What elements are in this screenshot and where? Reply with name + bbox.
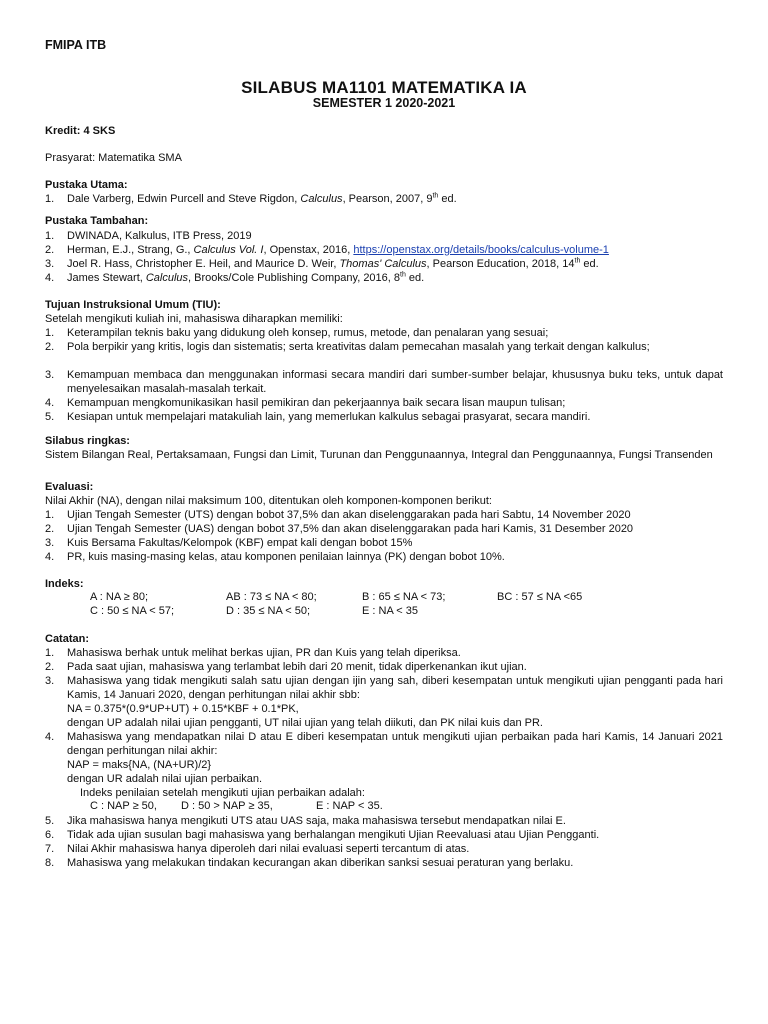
list-number: 4.	[45, 272, 55, 284]
semester-subtitle: SEMESTER 1 2020-2021	[312, 96, 456, 110]
list-number: 1.	[45, 509, 55, 521]
list-number: 3.	[45, 537, 55, 549]
grade-index: B : 65 ≤ NA < 73;	[362, 591, 446, 603]
reference-item: Dale Varberg, Edwin Purcell and Steve Rigdon, Calculus, Pearson, 2007, 9th ed.	[67, 192, 457, 205]
list-number: 3.	[45, 258, 55, 270]
list-number: 4.	[45, 731, 55, 743]
grade-index: D : 35 ≤ NA < 50;	[226, 605, 310, 617]
org-name: FMIPA ITB	[45, 38, 107, 52]
evaluasi-item: Kuis Bersama Fakultas/Kelompok (KBF) empat kali dengan bobot 15%	[67, 537, 413, 549]
pustaka-tambahan-heading: Pustaka Tambahan:	[45, 215, 149, 227]
catatan-item: Mahasiswa yang melakukan tindakan kecurangan akan diberikan sanksi sesuai peraturan yang berlaku.	[67, 857, 574, 869]
nap-index-intro: Indeks penilaian setelah mengikuti ujian perbaikan adalah:	[80, 787, 365, 799]
list-number: 2.	[45, 661, 55, 673]
evaluasi-item: PR, kuis masing-masing kelas, atau komponen penilaian lainnya (PK) dengan bobot 10%.	[67, 551, 505, 563]
evaluasi-intro: Nilai Akhir (NA), dengan nilai maksimum 100, ditentukan oleh komponen-komponen berikut:	[45, 495, 492, 507]
list-number: 4.	[45, 397, 55, 409]
catatan-item: Tidak ada ujian susulan bagi mahasiswa yang berhalangan mengikuti Ujian Reevaluasi atau Ujian Pengganti.	[67, 829, 600, 841]
indeks-heading: Indeks:	[45, 578, 84, 590]
catatan-item: Mahasiswa yang mendapatkan nilai D atau E diberi kesempatan untuk mengikuti ujian perbaikan pada hari Kamis, 14 Januari 2021 dengan perhitungan nilai akhir:	[67, 731, 723, 757]
list-number: 7.	[45, 843, 55, 855]
grade-index: BC : 57 ≤ NA <65	[497, 591, 583, 603]
list-number: 2.	[45, 523, 55, 535]
formula-nap: NAP = maks{NA, (NA+UR)/2}	[67, 759, 212, 771]
list-number: 8.	[45, 857, 55, 869]
catatan-item: Jika mahasiswa hanya mengikuti UTS atau UAS saja, maka mahasiswa tersebut mendapatkan nilai E.	[67, 815, 566, 827]
list-number: 2.	[45, 244, 55, 256]
list-number: 5.	[45, 815, 55, 827]
silabus-ringkas-heading: Silabus ringkas:	[45, 435, 130, 447]
formula-nap-description: dengan UR adalah nilai ujian perbaikan.	[67, 773, 263, 785]
tiu-intro: Setelah mengikuti kuliah ini, mahasiswa diharapkan memiliki:	[45, 313, 343, 325]
nap-grade-index: D : 50 > NAP ≥ 35,	[181, 800, 273, 812]
tiu-item: Kemampuan membaca dan menggunakan informasi secara mandiri dari sumber-sumber belajar, khususnya buku teks, untuk dapat menyelesaikan masalah-masalah terkait.	[67, 369, 723, 395]
grade-index: A : NA ≥ 80;	[90, 591, 149, 603]
list-number: 6.	[45, 829, 55, 841]
tiu-item: Kemampuan mengkomunikasikan hasil pemikiran dan pekerjaannya baik secara lisan maupun tulisan;	[67, 397, 566, 409]
silabus-ringkas-text: Sistem Bilangan Real, Pertaksamaan, Fungsi dan Limit, Turunan dan Penggunaannya, Integral dan Penggunaannya, Fungsi Transenden	[45, 449, 713, 461]
nap-grade-index: E : NAP < 35.	[316, 800, 383, 812]
reference-item: James Stewart, Calculus, Brooks/Cole Publishing Company, 2016, 8th ed.	[67, 271, 425, 284]
catatan-item: Mahasiswa yang tidak mengikuti salah satu ujian dengan ijin yang sah, diberi kesempatan untuk mengikuti ujian pengganti pada hari Kamis, 14 Januari 2020, dengan perhitungan nilai akhir sbb:	[67, 675, 723, 701]
list-number: 3.	[45, 675, 55, 687]
reference-item: Joel R. Hass, Christopher E. Heil, and Maurice D. Weir, Thomas' Calculus, Pearson Education, 2018, 14th ed.	[67, 257, 599, 270]
list-number: 1.	[45, 193, 55, 205]
reference-item: DWINADA, Kalkulus, ITB Press, 2019	[67, 230, 252, 242]
list-number: 1.	[45, 230, 55, 242]
catatan-item: Pada saat ujian, mahasiswa yang terlambat lebih dari 20 menit, tidak diperkenankan ikut ujian.	[67, 661, 527, 673]
evaluasi-heading: Evaluasi:	[45, 481, 94, 493]
list-number: 1.	[45, 647, 55, 659]
page-title: SILABUS MA1101 MATEMATIKA IA	[241, 78, 527, 97]
reference-item: Herman, E.J., Strang, G., Calculus Vol. I, Openstax, 2016, https://openstax.org/details/books/calculus-volume-1	[67, 244, 609, 256]
grade-index: C : 50 ≤ NA < 57;	[90, 605, 174, 617]
list-number: 5.	[45, 411, 55, 423]
pustaka-utama-heading: Pustaka Utama:	[45, 179, 128, 191]
nap-grade-index: C : NAP ≥ 50,	[90, 800, 157, 812]
list-number: 4.	[45, 551, 55, 563]
formula-na-description: dengan UP adalah nilai ujian pengganti, UT nilai ujian yang telah diikuti, dan PK nilai kuis dan PR.	[67, 717, 543, 729]
catatan-item: Mahasiswa berhak untuk melihat berkas ujian, PR dan Kuis yang telah diperiksa.	[67, 647, 461, 659]
list-number: 1.	[45, 327, 55, 339]
prasyarat-line: Prasyarat: Matematika SMA	[45, 152, 182, 164]
evaluasi-item: Ujian Tengah Semester (UAS) dengan bobot 37,5% dan akan diselenggarakan pada hari Kamis, 31 Desember 2020	[67, 523, 634, 535]
kredit-line: Kredit: 4 SKS	[45, 125, 116, 137]
list-number: 2.	[45, 341, 55, 353]
catatan-heading: Catatan:	[45, 633, 90, 645]
grade-index: E : NA < 35	[362, 605, 418, 617]
tiu-item: Keterampilan teknis baku yang didukung oleh konsep, rumus, metode, dan penalaran yang sesuai;	[67, 327, 549, 339]
tiu-heading: Tujuan Instruksional Umum (TIU):	[45, 299, 221, 311]
list-number: 3.	[45, 369, 55, 381]
catatan-item: Nilai Akhir mahasiswa hanya diperoleh dari nilai evaluasi seperti tercantum di atas.	[67, 843, 470, 855]
tiu-item: Pola berpikir yang kritis, logis dan sistematis; serta kreativitas dalam pemecahan masalah yang terkait dengan kalkulus;	[67, 341, 650, 353]
openstax-link[interactable]: https://openstax.org/details/books/calculus-volume-1	[353, 244, 609, 256]
tiu-item: Kesiapan untuk mempelajari matakuliah lain, yang memerlukan kalkulus sebagai prasyarat, secara mandiri.	[67, 411, 591, 423]
grade-index: AB : 73 ≤ NA < 80;	[226, 591, 317, 603]
formula-na: NA = 0.375*(0.9*UP+UT) + 0.15*KBF + 0.1*PK,	[67, 703, 299, 715]
evaluasi-item: Ujian Tengah Semester (UTS) dengan bobot 37,5% dan akan diselenggarakan pada hari Sabtu, 14 November 2020	[67, 509, 631, 521]
